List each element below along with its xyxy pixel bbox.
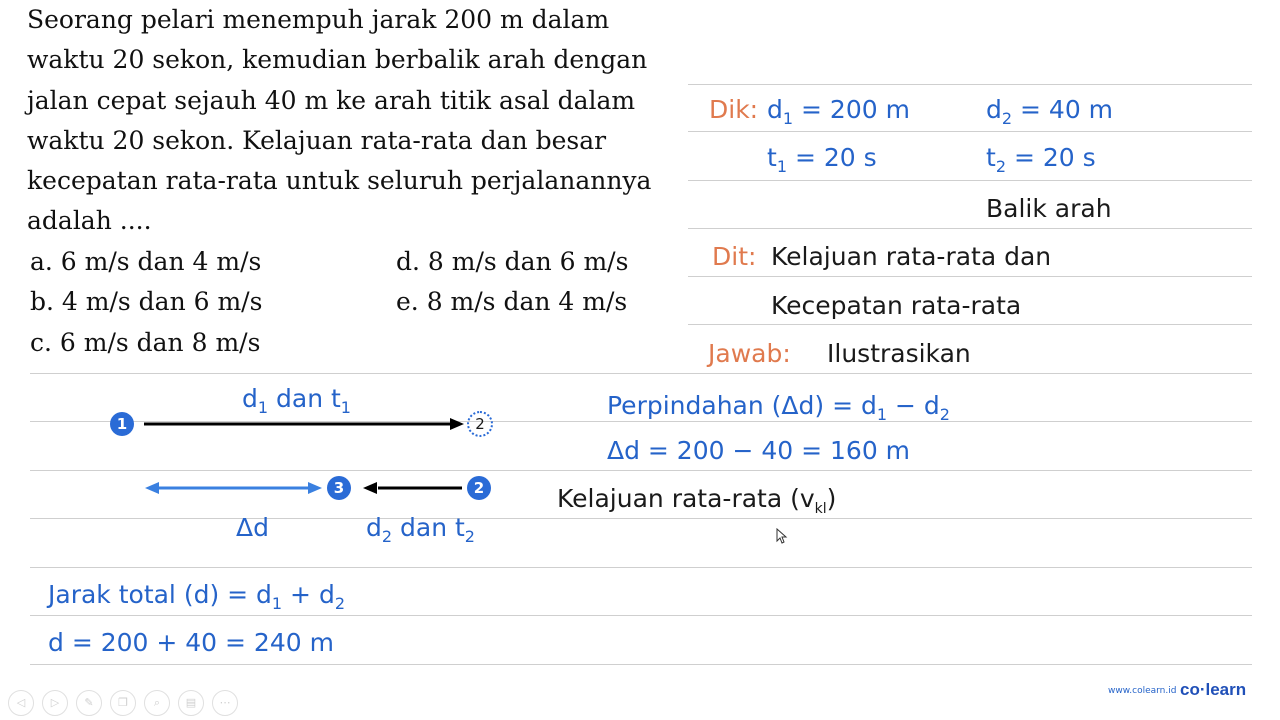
question-line: jalan cepat sejauh 40 m ke arah titik asal dalam [27, 86, 636, 115]
brand-logo: co·learn [1180, 680, 1247, 699]
screen-icon[interactable]: ▤ [178, 690, 204, 716]
node-1: 1 [110, 412, 134, 436]
option-a: a. 6 m/s dan 4 m/s [30, 247, 262, 276]
arrowhead-return [363, 482, 377, 494]
delta-d-label: Δd [236, 513, 269, 542]
footer-site: www.colearn.id [1108, 686, 1177, 696]
node-2-dotted: 2 [467, 411, 493, 437]
prev-icon[interactable]: ◁ [8, 690, 34, 716]
diagram-bottom-label: $d_2$ dan $t_2$ [366, 513, 475, 546]
diagram-top-label: $d_1$ dan $t_1$ [242, 384, 351, 417]
node-3: 3 [327, 476, 351, 500]
asked-line2: Kecepatan rata-rata [771, 291, 1022, 320]
answer-text: Ilustrasikan [827, 339, 971, 368]
displacement-calc: Δd = 200 − 40 = 160 m [607, 436, 911, 465]
question-line: waktu 20 sekon, kemudian berbalik arah dengan [27, 45, 648, 74]
total-distance-calc: d = 200 + 40 = 240 m [48, 628, 334, 657]
cursor-icon [776, 528, 790, 546]
question-line: waktu 20 sekon. Kelajuan rata-rata dan besar [27, 126, 607, 155]
arrowhead-displacement-right [308, 482, 322, 494]
play-icon[interactable]: ▷ [42, 690, 68, 716]
total-distance-formula: Jarak total $(d) = d_1 + d_2$ [48, 580, 346, 613]
known-t1: $t_1 = 20$ s [767, 143, 877, 176]
node-2: 2 [467, 476, 491, 500]
more-icon[interactable]: ⋯ [212, 690, 238, 716]
copy-icon[interactable]: ❐ [110, 690, 136, 716]
asked-label: Dit: [712, 242, 757, 271]
known-label: Dik: [709, 95, 759, 124]
answer-label: Jawab: [708, 339, 791, 368]
known-d2: $d_2 = 40$ m [986, 95, 1114, 128]
option-c: c. 6 m/s dan 8 m/s [30, 328, 261, 357]
option-e: e. 8 m/s dan 4 m/s [396, 287, 628, 316]
known-t2: $t_2 = 20$ s [986, 143, 1096, 176]
question-line: Seorang pelari menempuh jarak 200 m dalam [27, 5, 610, 34]
option-d: d. 8 m/s dan 6 m/s [396, 247, 629, 276]
question-line: adalah .... [27, 206, 152, 235]
arrowhead-forward [450, 418, 464, 430]
asked-line1: Kelajuan rata-rata dan [771, 242, 1052, 271]
displacement-formula: Perpindahan $(\Delta d) = d_1 - d_2$ [607, 391, 950, 424]
zoom-icon[interactable]: ⌕ [144, 690, 170, 716]
arrowhead-displacement-left [145, 482, 159, 494]
known-note: Balik arah [986, 194, 1112, 223]
speed-heading: Kelajuan rata-rata $(v_{kl})$ [557, 484, 837, 517]
known-d1: $d_1 = 200$ m [767, 95, 910, 128]
pen-icon[interactable]: ✎ [76, 690, 102, 716]
option-b: b. 4 m/s dan 6 m/s [30, 287, 263, 316]
question-line: kecepatan rata-rata untuk seluruh perjalanannya [27, 166, 652, 195]
